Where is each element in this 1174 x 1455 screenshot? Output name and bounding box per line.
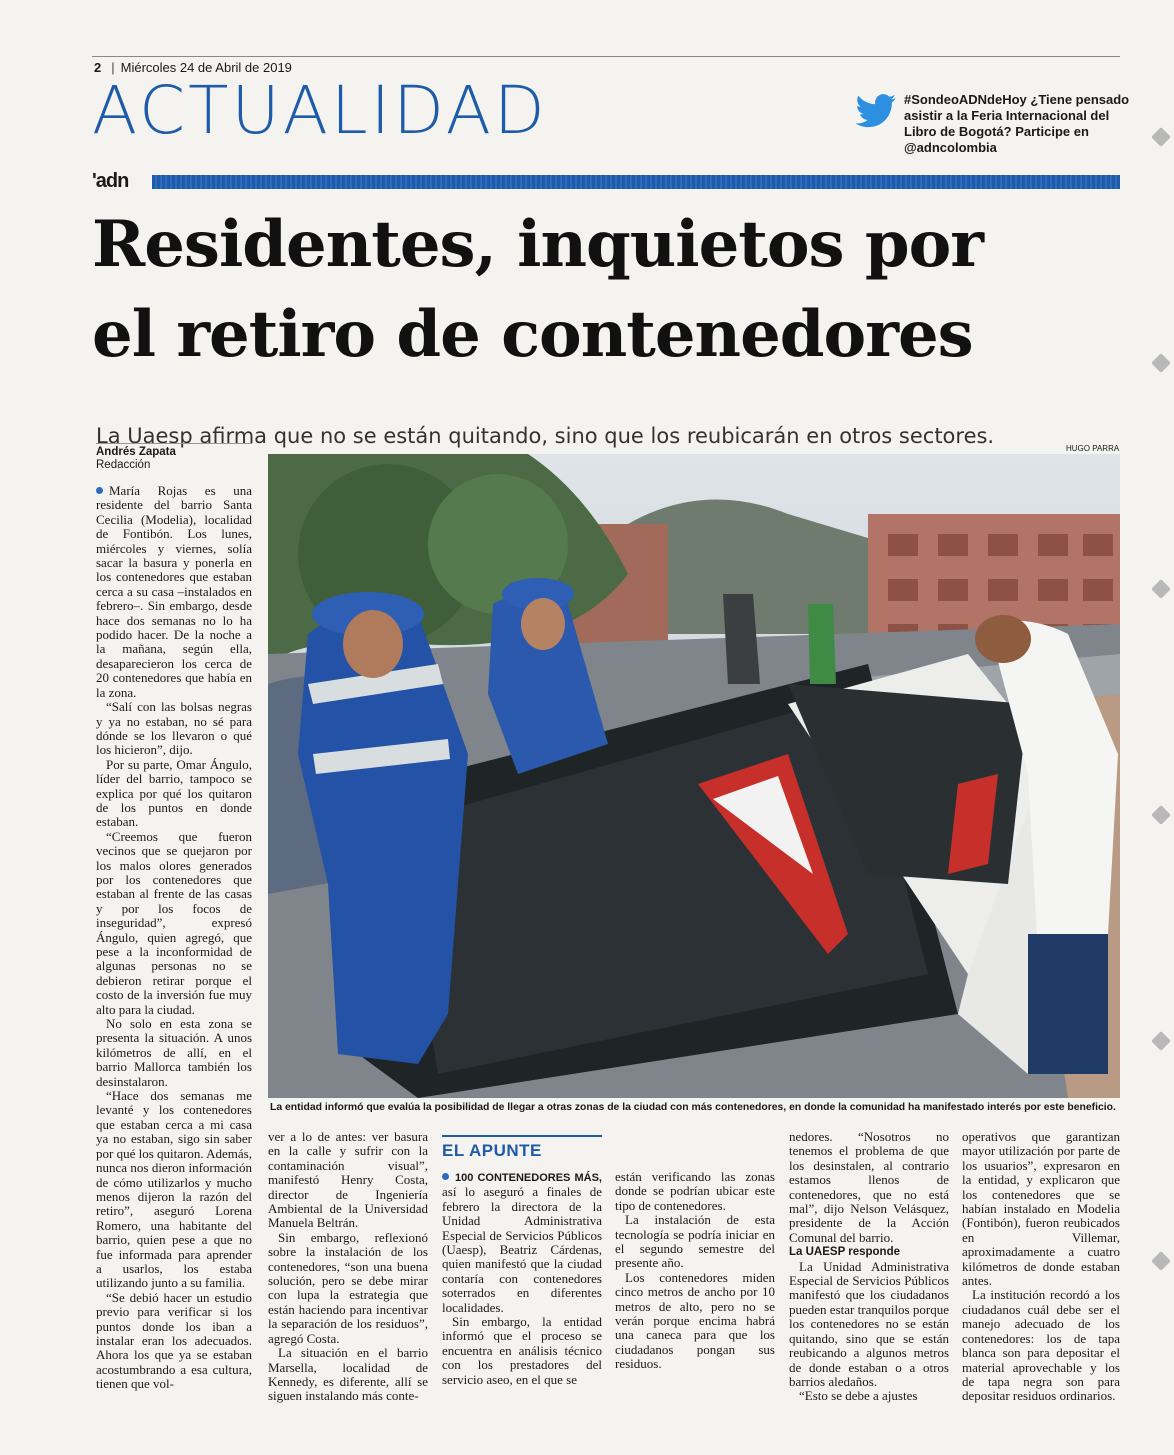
paragraph: operativos que garantizan mayor utilización por parte de los usuarios”, expresaron en la entidad, y explicaron que los contenedores que se habían instalado en Modelia (Fontibón), fueron reubicados en Villemar, aproximadamente a cuatro kilómetros de donde estaban antes.	[962, 1129, 1120, 1289]
photo-illustration	[268, 454, 1120, 1098]
margin-marker	[1151, 1031, 1171, 1051]
paragraph: La situación en el barrio Marsella, localidad de Kennedy, es diferente, allí se siguen instalando más conte-	[268, 1345, 428, 1404]
separator: |	[111, 60, 115, 75]
paragraph: La instalación de esta tecnología se podría iniciar en el segundo semestre del presente año.	[615, 1212, 775, 1271]
paragraph: La Unidad Administrativa Especial de Servicios Públicos manifestó que los ciudadanos pueden estar tranquilos porque los contenedores no se están quitando, sino que se están reubicando a algunos metros de donde estaban o a otros barrios aledaños.	[789, 1258, 949, 1389]
byline	[96, 443, 252, 472]
author-name: Andrés Zapata	[96, 446, 176, 458]
margin-marker	[1151, 353, 1171, 373]
issue-date: Miércoles 24 de Abril de 2019	[120, 60, 292, 75]
paragraph: María Rojas es una residente del barrio Santa Cecilia (Modelia), localidad de Fontibón. Los lunes, miércoles y viernes, solía sacar la basura y ponerla en los contenedores que estaban cerca a su casa –instalados en febrero–. Sin embargo, desde hace dos semanas no lo ha podido hacer. De la noche a la mañana, según ella, desaparecieron los cerca de 20 contenedores que había en la zona.	[96, 483, 252, 700]
brand-bar	[92, 172, 1120, 192]
column-6	[962, 1130, 1120, 1404]
paragraph: Por su parte, Omar Ángulo, líder del barrio, tampoco se explica por qué los quitaron de los puntos en donde estaban.	[96, 756, 252, 830]
paragraph: “Creemos que fueron vecinos que se quejaron por los malos olores generados por los contenedores que estaban al frente de las casas y por los focos de inseguridad”, expresó Ángulo, quien agregó, que pese a la inconformidad de algunas personas no se debieron retirar porque el costo de la inversión fue muy alto para la ciudad.	[96, 828, 252, 1017]
paragraph: “Se debió hacer un estudio previo para verificar si los puntos donde los iban a instalar eran los adecuados. Ahora los que ya se estaban acostumbrando a esa cultura, tienen que vol-	[96, 1289, 252, 1392]
twitter-icon	[854, 94, 898, 130]
column-3	[442, 1170, 602, 1387]
paragraph: “Salí con las bolsas negras y ya no estaban, no sé para dónde se los llevaron o qué los hicieron”, dijo.	[96, 699, 252, 758]
paragraph: Los contenedores miden cinco metros de ancho por 10 metros de alto, pero no se verán porque encima habrá una caneca para que los ciudadanos pongan sus residuos.	[615, 1269, 775, 1372]
column-1	[96, 484, 252, 1392]
headline	[92, 200, 1122, 380]
subheadline: La Uaesp afirma que no se están quitando, sino que los reubicarán en otros sectores.	[96, 424, 995, 448]
article-photo	[268, 454, 1120, 1098]
section-title: ACTUALIDAD	[92, 72, 548, 149]
paragraph: No solo en esta zona se presenta la situación. A unos kilómetros de allí, en el barrio Mallorca también los desinstalaron.	[96, 1016, 252, 1089]
margin-marker	[1151, 1251, 1171, 1271]
paragraph: Sin embargo, reflexionó sobre la instalación de los contenedores, “son una buena solución, pero se debe mirar con lupa la estrategia que están haciendo para incentivar la separación de los residuos”, agregó Costa.	[268, 1229, 428, 1346]
sidebar-lead: 100 CONTENEDORES MÁS,	[455, 1172, 602, 1184]
paragraph: “Esto se debe a ajustes	[799, 1388, 918, 1404]
margin-marker	[1151, 805, 1171, 825]
paragraph: ver a lo de antes: ver basura en la calle y sufrir con la contaminación visual”, manifestó Henry Costa, director de Ingeniería Ambiental de la Universidad Manuela Beltrán.	[268, 1129, 428, 1231]
subsection-title: La UAESP responde	[789, 1246, 900, 1259]
margin-marker	[1151, 579, 1171, 599]
paragraph: 100 CONTENEDORES MÁS, así lo aseguró a finales de febrero la directora de la Unidad Administrativa Especial de Servicios Públicos (Uaesp), Beatriz Cárdenas, quien manifestó que la ciudad contaría con contenedores soterrados en diferentes localidades.	[442, 1172, 602, 1315]
top-rule	[92, 56, 1120, 57]
column-5	[789, 1130, 949, 1404]
page-number: 2	[94, 60, 102, 75]
photo-credit: HUGO PARRA	[1066, 444, 1120, 453]
paragraph: Sin embargo, la entidad informó que el proceso se encuentra en análisis técnico con los prestadores del servicio aseo, en el que se	[442, 1314, 602, 1387]
margin-marker	[1151, 127, 1171, 147]
adn-logo: 'adn	[92, 170, 129, 192]
paragraph: La institución recordó a los ciudadanos cuál debe ser el manejo adecuado de los contenedores: los de tapa blanca son para depositar el material aprovechable y los de tapa negra son para depositar residuos ordinarios.	[962, 1287, 1120, 1404]
brand-stripe	[152, 175, 1120, 189]
column-4	[615, 1170, 775, 1372]
paragraph: nedores. “Nosotros no tenemos el problema de que los desinstalen, al contrario estamos llenos de contenedores, que no está mal”, dijo Nelson Velásquez, presidente de la Acción Comunal del barrio.	[789, 1129, 949, 1245]
column-2	[268, 1130, 428, 1404]
tweet-text: #SondeoADNdeHoy ¿Tiene pensado asistir a la Feria Internacional del Libro de Bogotá? Participe en @adncolombia	[904, 92, 1130, 155]
bullet-icon	[442, 1173, 449, 1180]
paragraph: están verificando las zonas donde se podrían ubicar este tipo de contenedores.	[615, 1169, 775, 1213]
photo-caption: La entidad informó que evalúa la posibilidad de llegar a otras zonas de la ciudad con más contenedores, en donde la comunidad ha manifestado interés por este beneficio.	[270, 1102, 1116, 1113]
bullet-icon	[96, 487, 103, 494]
paragraph: “Hace dos semanas me levanté y los contenedores que estaban cerca a mi casa ya no estaban, sigo sin saber por qué los quitaron. Además, nunca nos dieron información de cómo utilizarlos y mucho menos dijeron la razón del retiro”, aseguró Lorena Romero, una habitante del barrio, quien pese a que no fue informada para aprender a usarlos, los estaba utilizando junto a su familia.	[96, 1088, 252, 1291]
author-role: Redacción	[96, 459, 151, 471]
sidebar-title: EL APUNTE	[442, 1135, 602, 1163]
headline-line-2: el retiro de contenedores	[92, 297, 973, 372]
headline-line-1: Residentes, inquietos por	[92, 207, 983, 282]
